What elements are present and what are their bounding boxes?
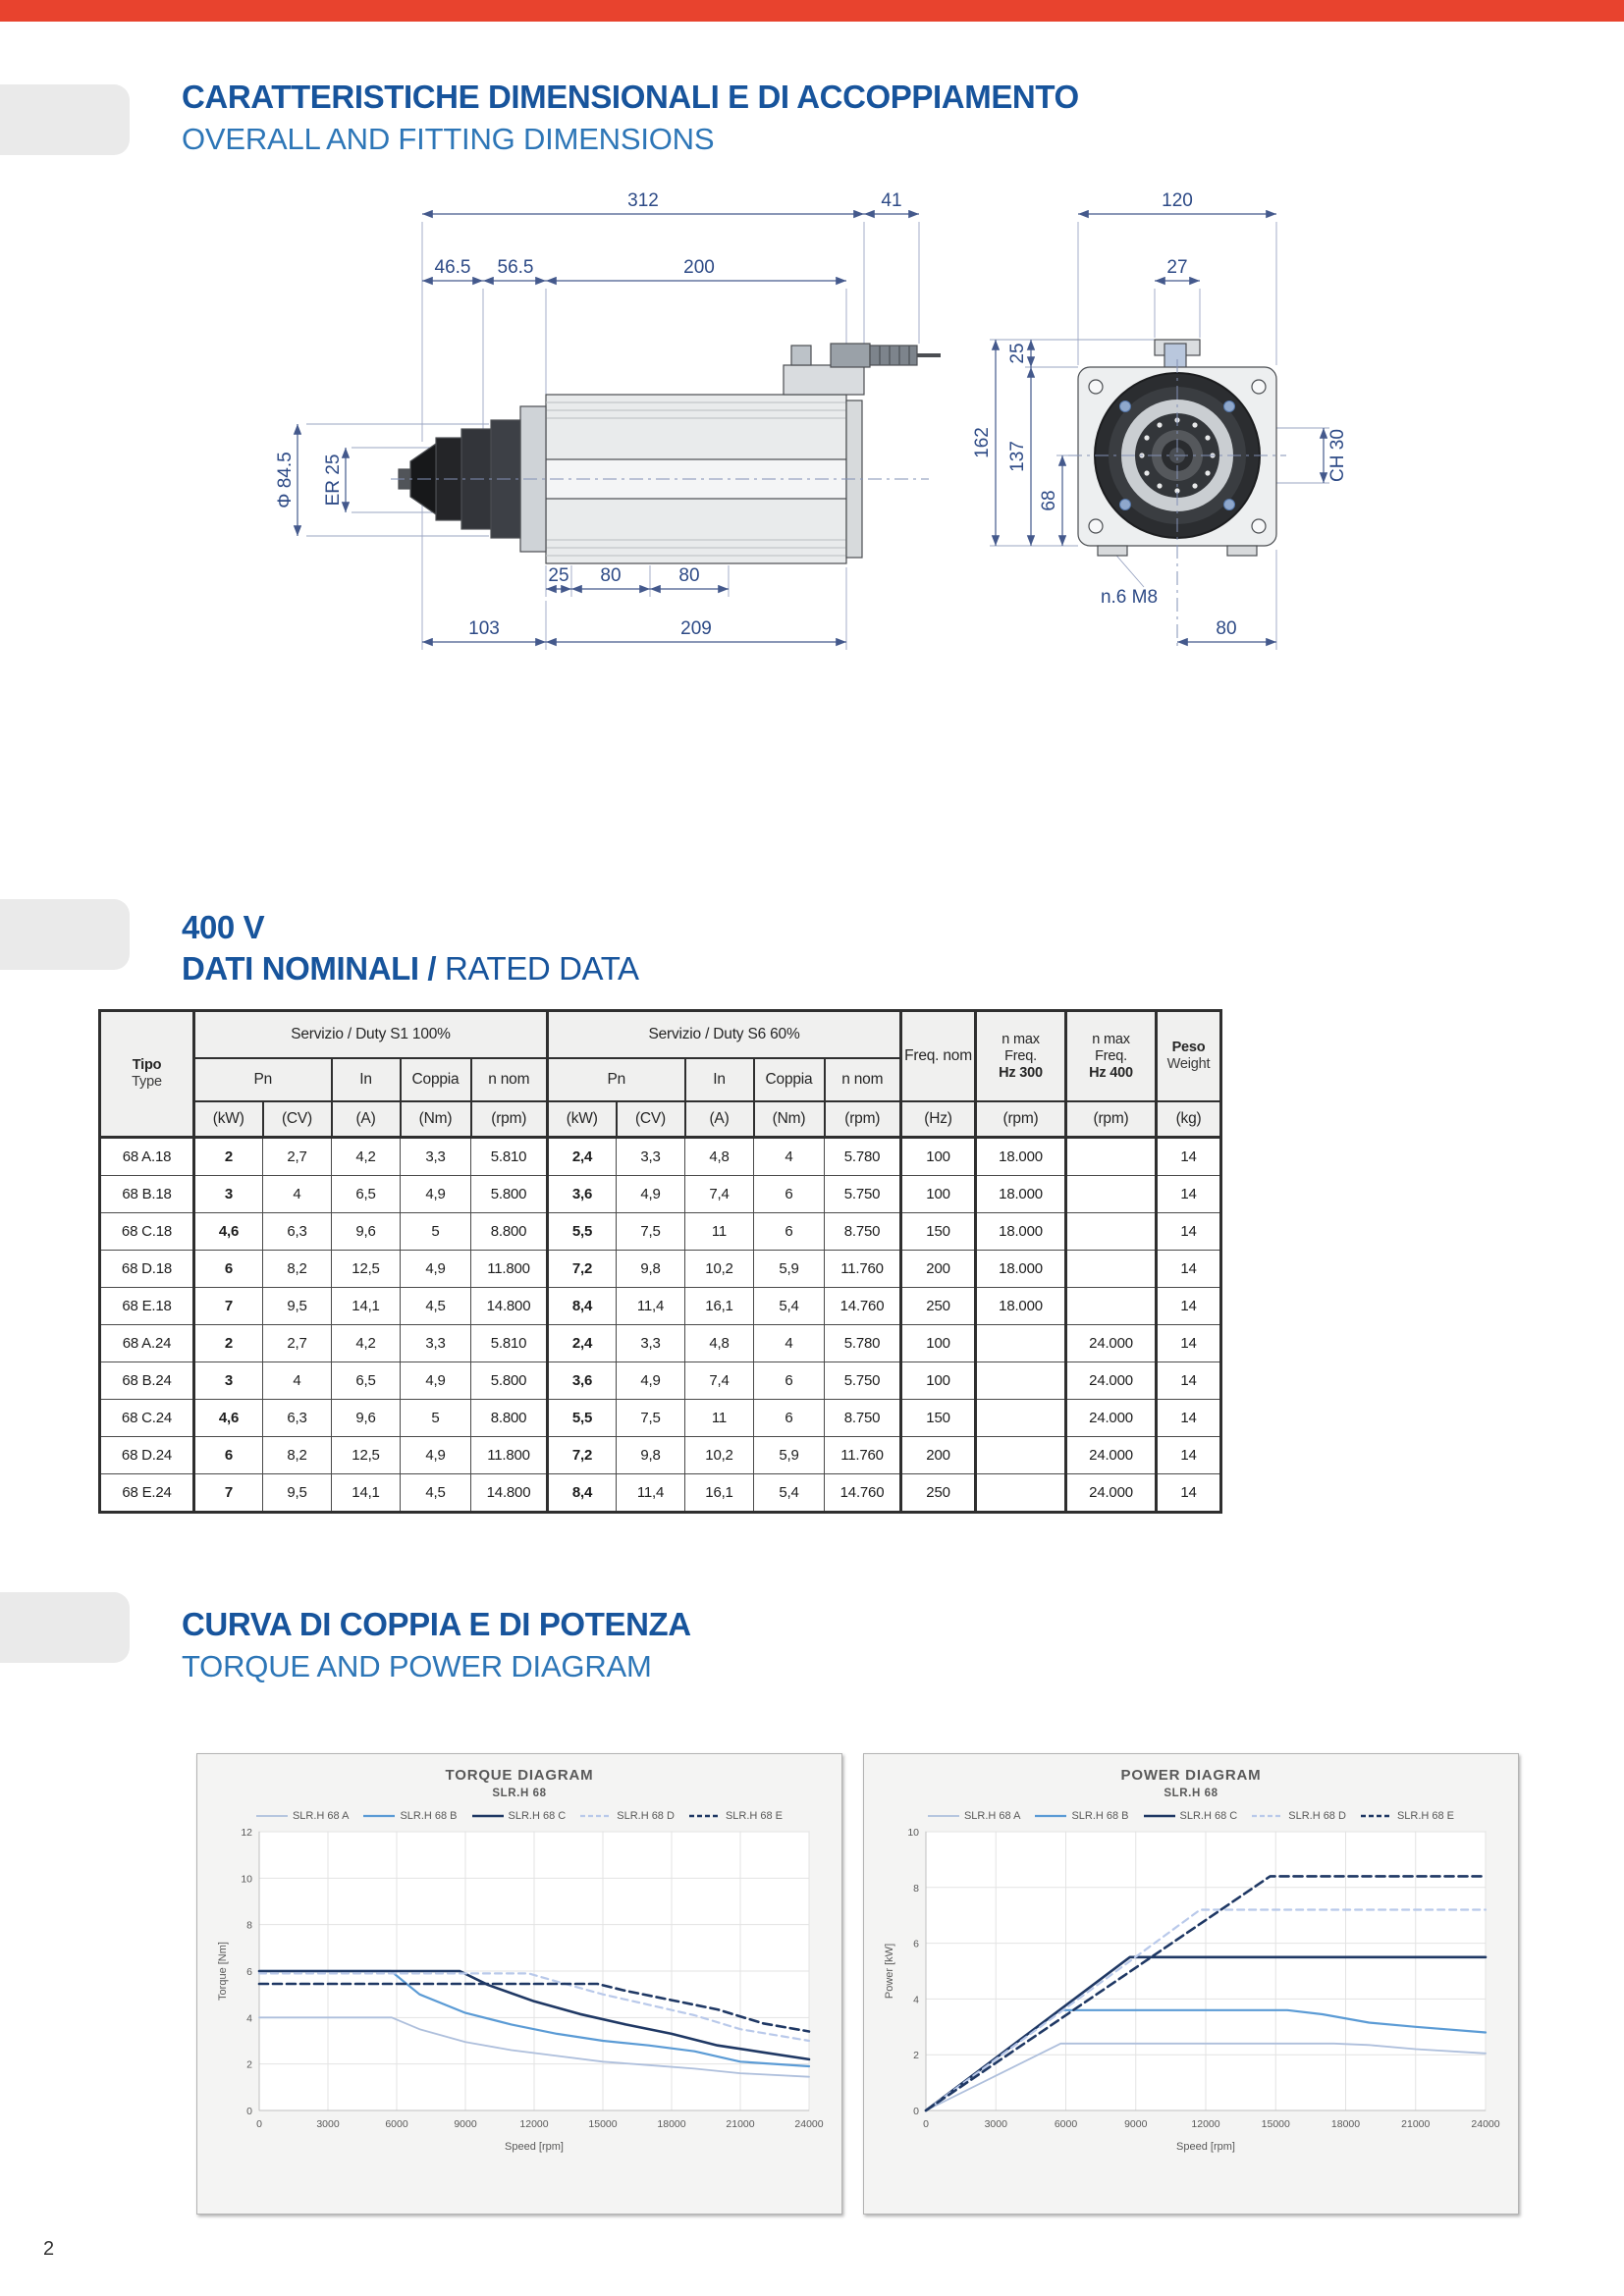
sub-header-nnom-s6: n nom [825, 1058, 901, 1101]
torque-chart-legend [197, 1810, 841, 1822]
dim-side-m1: 25 [548, 565, 569, 586]
legend-item [689, 1810, 783, 1822]
sub-header-nnom-s1: n nom [471, 1058, 548, 1101]
group-header-s1: Servizio / Duty S1 100% [194, 1011, 548, 1059]
dim-side-body: 209 [680, 618, 712, 639]
table-row: 68 C.18 4,6 6,3 9,6 5 8.800 5,5 7,5 11 6 8.750 150 18.000 14 [100, 1213, 1221, 1251]
rated-data-table-wrap [98, 1009, 1222, 1514]
section3-title-en: TORQUE AND POWER DIAGRAM [182, 1649, 652, 1683]
dim-front-h162: 162 [972, 427, 993, 458]
svg-text:2: 2 [246, 2058, 252, 2071]
unit-kw-s6: (kW) [548, 1101, 617, 1138]
legend-item [580, 1810, 675, 1822]
svg-text:0: 0 [256, 2118, 262, 2130]
legend-item [928, 1810, 1020, 1822]
sub-header-in-s6: In [685, 1058, 754, 1101]
power-chart-box [863, 1753, 1519, 2215]
dim-side-front: 103 [468, 618, 500, 639]
rated-data-table [98, 1009, 1222, 1514]
col-header-tipo: Tipo Type [100, 1011, 194, 1138]
table-row: 68 B.24 3 4 6,5 4,9 5.800 3,6 4,9 7,4 6 5.750 100 24.000 14 [100, 1362, 1221, 1400]
unit-cv-s1: (CV) [263, 1101, 332, 1138]
section1-title-it: CARATTERISTICHE DIMENSIONALI E DI ACCOPPIAMENTO [182, 79, 1079, 115]
col-header-nmax400: n max Freq. Hz 400 [1066, 1011, 1157, 1102]
unit-rpm-300: (rpm) [976, 1101, 1066, 1138]
svg-text:Speed [rpm]: Speed [rpm] [1176, 2141, 1235, 2153]
svg-text:15000: 15000 [1261, 2118, 1290, 2130]
unit-nm-s1: (Nm) [401, 1101, 471, 1138]
svg-text:21000: 21000 [726, 2118, 755, 2130]
dim-side-b: 56.5 [497, 257, 534, 278]
torque-chart-subtitle: SLR.H 68 [492, 1788, 547, 1799]
sub-header-pn-s6: Pn [548, 1058, 685, 1101]
legend-label: SLR.H 68 A [963, 1810, 1021, 1822]
legend-label: SLR.H 68 C [1179, 1810, 1238, 1822]
svg-text:6000: 6000 [1054, 2118, 1078, 2130]
svg-text:18000: 18000 [657, 2118, 686, 2130]
group-header-s6: Servizio / Duty S6 60% [548, 1011, 901, 1059]
unit-hz: (Hz) [901, 1101, 976, 1138]
svg-text:6000: 6000 [385, 2118, 408, 2130]
legend-label: SLR.H 68 D [617, 1810, 675, 1822]
svg-text:4: 4 [246, 2012, 252, 2025]
section2-title-regular: RATED DATA [444, 950, 639, 987]
dim-front-h68: 68 [1039, 490, 1059, 511]
rated-data-tbody [100, 1138, 1221, 1513]
dim-front-chiave: CH 30 [1327, 429, 1348, 482]
svg-text:12: 12 [241, 1827, 252, 1839]
svg-text:10: 10 [241, 1873, 252, 1886]
svg-text:3000: 3000 [316, 2118, 340, 2130]
dim-side-diameter: Φ 84.5 [275, 452, 296, 508]
legend-item [363, 1810, 457, 1822]
svg-text:8: 8 [246, 1919, 252, 1932]
table-row: 68 D.24 6 8,2 12,5 4,9 11.800 7,2 9,8 10,2 5,9 11.760 200 24.000 14 [100, 1437, 1221, 1474]
sub-header-in-s1: In [332, 1058, 401, 1101]
legend-item [256, 1810, 349, 1822]
svg-text:24000: 24000 [794, 2118, 824, 2130]
table-row: 68 C.24 4,6 6,3 9,6 5 8.800 5,5 7,5 11 6 8.750 150 24.000 14 [100, 1400, 1221, 1437]
legend-item [472, 1810, 567, 1822]
unit-nm-s6: (Nm) [754, 1101, 825, 1138]
page-number: 2 [43, 2238, 55, 2260]
sub-header-coppia-s1: Coppia [401, 1058, 471, 1101]
legend-label: SLR.H 68 B [400, 1810, 458, 1822]
table-row: 68 E.18 7 9,5 14,1 4,5 14.800 8,4 11,4 16,1 5,4 14.760 250 18.000 14 [100, 1288, 1221, 1325]
legend-item [1252, 1810, 1346, 1822]
section2-title-bold: DATI NOMINALI / [182, 950, 445, 987]
unit-rpm-400: (rpm) [1066, 1101, 1157, 1138]
svg-text:12000: 12000 [519, 2118, 549, 2130]
legend-item [1144, 1810, 1238, 1822]
legend-label: SLR.H 68 E [725, 1810, 784, 1822]
voltage-heading: 400 V [182, 909, 265, 945]
power-chart-subtitle: SLR.H 68 [1164, 1788, 1218, 1799]
section1-title-en: OVERALL AND FITTING DIMENSIONS [182, 122, 715, 156]
svg-text:12000: 12000 [1191, 2118, 1220, 2130]
svg-text:6: 6 [246, 1966, 252, 1978]
svg-text:21000: 21000 [1401, 2118, 1431, 2130]
dim-side-collet: ER 25 [323, 454, 344, 507]
section-index-tab-3 [0, 1592, 130, 1663]
dim-front-holes: n.6 M8 [1100, 587, 1159, 608]
svg-text:Power [kW]: Power [kW] [884, 1943, 895, 2000]
svg-text:0: 0 [913, 2106, 919, 2117]
svg-text:Speed [rpm]: Speed [rpm] [505, 2141, 564, 2153]
svg-text:3000: 3000 [984, 2118, 1007, 2130]
dim-side-m2: 80 [600, 565, 622, 586]
svg-text:4: 4 [913, 1994, 919, 2006]
svg-text:2: 2 [913, 2050, 919, 2062]
legend-label: SLR.H 68 D [1288, 1810, 1346, 1822]
dim-side-c: 200 [683, 257, 715, 278]
svg-text:6: 6 [913, 1938, 919, 1950]
dim-front-w80: 80 [1216, 618, 1237, 639]
dim-side-total: 312 [627, 190, 659, 211]
unit-kg: (kg) [1157, 1101, 1221, 1138]
unit-rpm-s1: (rpm) [471, 1101, 548, 1138]
legend-label: SLR.H 68 E [1396, 1810, 1455, 1822]
legend-label: SLR.H 68 B [1071, 1810, 1129, 1822]
section-index-tab-2 [0, 899, 130, 970]
svg-text:Torque [Nm]: Torque [Nm] [217, 1942, 229, 2001]
unit-kw-s1: (kW) [194, 1101, 263, 1138]
power-chart-plot [864, 1824, 1518, 2163]
legend-item [1361, 1810, 1454, 1822]
svg-text:0: 0 [246, 2106, 252, 2117]
spindle-side-silhouette [391, 344, 941, 563]
sub-header-pn-s1: Pn [194, 1058, 332, 1101]
side-view [275, 190, 941, 650]
svg-text:24000: 24000 [1471, 2118, 1500, 2130]
table-row: 68 E.24 7 9,5 14,1 4,5 14.800 8,4 11,4 16,1 5,4 14.760 250 24.000 14 [100, 1474, 1221, 1513]
svg-text:8: 8 [913, 1882, 919, 1895]
svg-text:9000: 9000 [1124, 2118, 1148, 2130]
legend-label: SLR.H 68 C [508, 1810, 567, 1822]
col-header-freq-nom: Freq. nom [901, 1011, 976, 1102]
dim-front-h137: 137 [1007, 441, 1028, 472]
torque-chart-plot [197, 1824, 841, 2163]
front-view [972, 190, 1348, 650]
unit-cv-s6: (CV) [617, 1101, 685, 1138]
dimension-drawing [147, 147, 1542, 707]
power-chart-legend [864, 1810, 1518, 1822]
legend-label: SLR.H 68 A [292, 1810, 350, 1822]
dim-front-conn-h: 25 [1007, 343, 1028, 364]
unit-a-s6: (A) [685, 1101, 754, 1138]
svg-text:18000: 18000 [1330, 2118, 1361, 2130]
section3-title-it: CURVA DI COPPIA E DI POTENZA [182, 1606, 691, 1642]
table-row: 68 D.18 6 8,2 12,5 4,9 11.800 7,2 9,8 10,2 5,9 11.760 200 18.000 14 [100, 1251, 1221, 1288]
svg-text:9000: 9000 [454, 2118, 477, 2130]
svg-text:0: 0 [923, 2118, 929, 2130]
dim-side-m3: 80 [678, 565, 700, 586]
table-row: 68 B.18 3 4 6,5 4,9 5.800 3,6 4,9 7,4 6 5.750 100 18.000 14 [100, 1176, 1221, 1213]
svg-text:10: 10 [907, 1827, 919, 1839]
dim-side-overhang: 41 [881, 190, 902, 211]
dim-front-connector-width: 27 [1166, 257, 1188, 278]
col-header-nmax300: n max Freq. Hz 300 [976, 1011, 1066, 1102]
section-index-tab-1 [0, 84, 130, 155]
table-row: 68 A.24 2 2,7 4,2 3,3 5.810 2,4 3,3 4,8 4 5.780 100 24.000 14 [100, 1325, 1221, 1362]
table-row: 68 A.18 2 2,7 4,2 3,3 5.810 2,4 3,3 4,8 4 5.780 100 18.000 14 [100, 1138, 1221, 1176]
unit-a-s1: (A) [332, 1101, 401, 1138]
top-accent-bar [0, 0, 1624, 22]
section2-title [182, 950, 639, 988]
sub-header-coppia-s6: Coppia [754, 1058, 825, 1101]
torque-chart-box [196, 1753, 842, 2215]
unit-rpm-s6: (rpm) [825, 1101, 901, 1138]
dim-side-a: 46.5 [434, 257, 471, 278]
dim-front-width: 120 [1162, 190, 1193, 211]
svg-text:15000: 15000 [588, 2118, 618, 2130]
col-header-peso: Peso Weight [1157, 1011, 1221, 1102]
power-chart-title: POWER DIAGRAM [1120, 1767, 1262, 1784]
torque-chart-title: TORQUE DIAGRAM [445, 1767, 594, 1784]
legend-item [1035, 1810, 1128, 1822]
